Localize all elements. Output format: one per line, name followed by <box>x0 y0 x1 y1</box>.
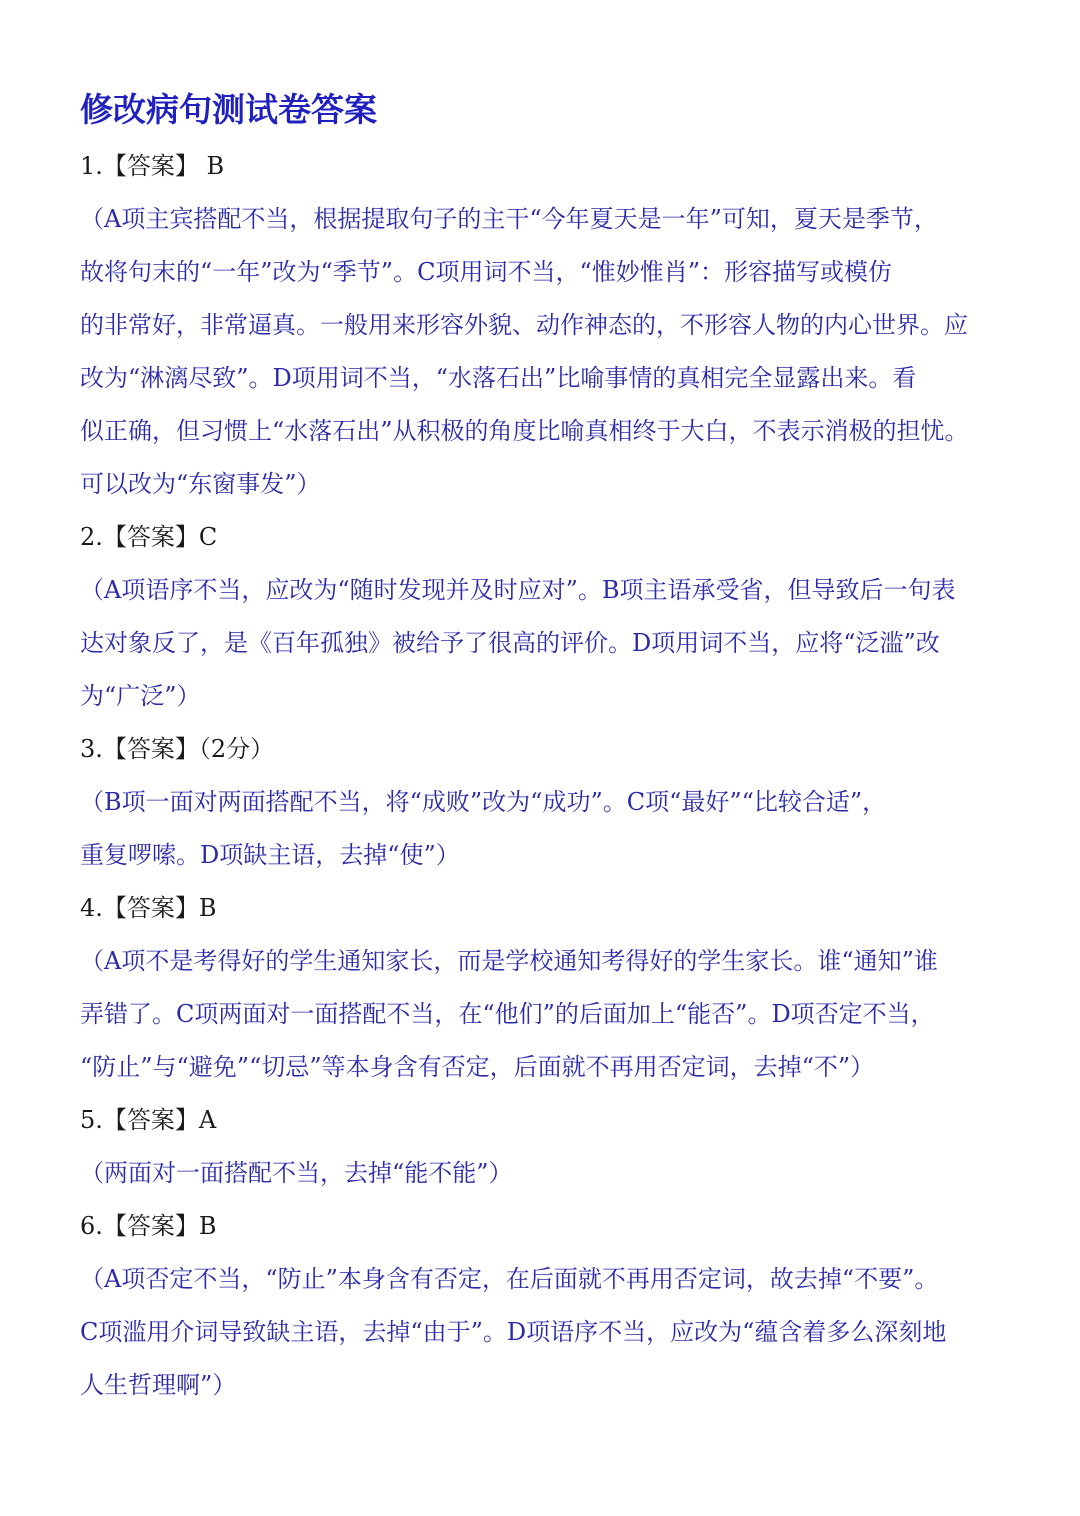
answer-1-explanation-line: （A项主宾搭配不当，根据提取句子的主干“今年夏天是一年”可知，夏天是季节， <box>80 205 938 233</box>
answer-5-explanation-line: （两面对一面搭配不当，去掉“能不能”） <box>80 1159 513 1187</box>
answer-1-explanation-line: 改为“淋漓尽致”。D项用词不当，“水落石出”比喻事情的真相完全显露出来。看 <box>80 364 917 392</box>
answer-6-heading: 6.【答案】B <box>80 1212 217 1240</box>
answer-4-heading: 4.【答案】B <box>80 894 217 922</box>
answer-6-explanation-line: （A项否定不当，“防止”本身含有否定，在后面就不再用否定词，故去掉“不要”。 <box>80 1265 939 1293</box>
answer-1-heading: 1.【答案】 B <box>80 152 225 180</box>
answer-3-explanation-line: （B项一面对两面搭配不当，将“成败”改为“成功”。C项“最好”“比较合适”， <box>80 788 887 816</box>
page-title: 修改病句测试卷答案 <box>80 90 377 129</box>
answer-1-explanation-line: 故将句末的“一年”改为“季节”。C项用词不当，“惟妙惟肖”：形容描写或模仿 <box>80 258 892 286</box>
answer-2-explanation-line: （A项语序不当，应改为“随时发现并及时应对”。B项主语承受省，但导致后一句表 <box>80 576 956 604</box>
answer-6-explanation-line: 人生哲理啊”） <box>80 1371 237 1399</box>
answer-3-explanation-line: 重复啰嗦。D项缺主语，去掉“使”） <box>80 841 460 869</box>
answer-4-explanation-line: 弄错了。C项两面对一面搭配不当，在“他们”的后面加上“能否”。D项否定不当， <box>80 1000 935 1028</box>
answer-2-explanation-line: 为“广泛”） <box>80 682 201 710</box>
answer-4-explanation-line: （A项不是考得好的学生通知家长，而是学校通知考得好的学生家长。谁“通知”谁 <box>80 947 938 975</box>
answer-2-heading: 2.【答案】C <box>80 523 218 551</box>
answer-6-explanation-line: C项滥用介词导致缺主语，去掉“由于”。D项语序不当，应改为“蕴含着多么深刻地 <box>80 1318 947 1346</box>
answer-5-heading: 5.【答案】A <box>80 1106 217 1134</box>
answer-1-explanation-line: 可以改为“东窗事发”） <box>80 470 321 498</box>
answer-4-explanation-line: “防止”与“避免”“切忌”等本身含有否定，后面就不再用否定词，去掉“不”） <box>80 1053 875 1081</box>
answer-3-heading: 3.【答案】（2分） <box>80 735 275 763</box>
answer-1-explanation-line: 的非常好，非常逼真。一般用来形容外貌、动作神态的，不形容人物的内心世界。应 <box>80 311 968 339</box>
answer-2-explanation-line: 达对象反了，是《百年孤独》被给予了很高的评价。D项用词不当，应将“泛滥”改 <box>80 629 940 657</box>
answer-1-explanation-line: 似正确，但习惯上“水落石出”从积极的角度比喻真相终于大白，不表示消极的担忧。 <box>80 417 969 445</box>
